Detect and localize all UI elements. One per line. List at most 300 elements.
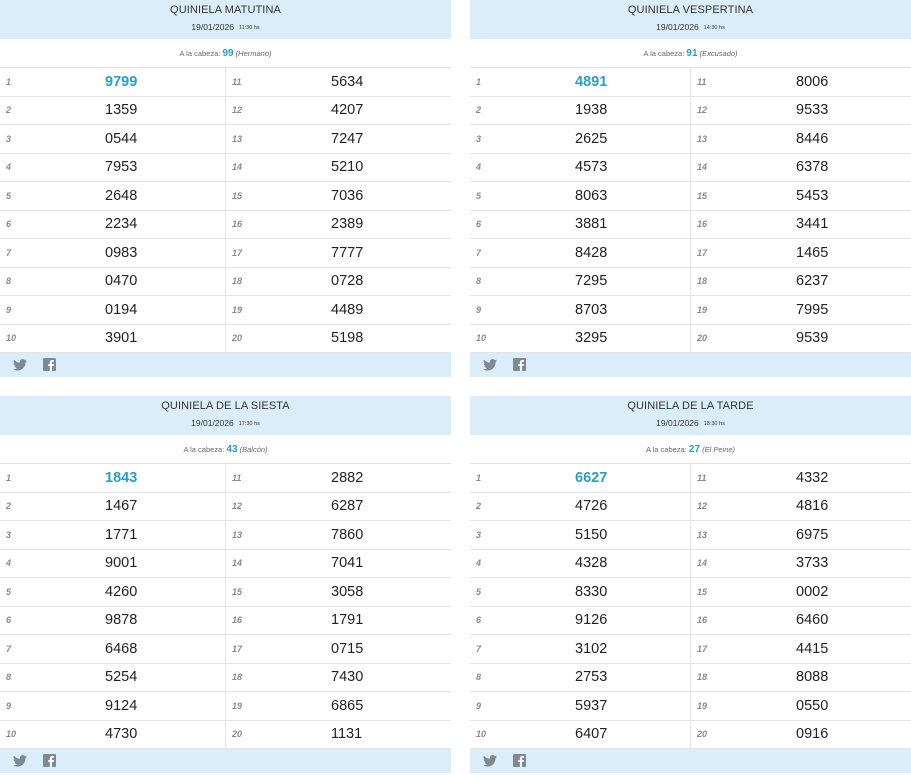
result-cell — [470, 607, 691, 635]
result-cell — [226, 154, 451, 182]
result-number: 9533 — [796, 102, 829, 119]
twitter-icon[interactable] — [483, 358, 497, 371]
result-number: 8330 — [575, 583, 608, 600]
table-row — [0, 154, 451, 183]
result-number: 6460 — [796, 612, 829, 629]
head-number-line — [0, 39, 451, 68]
position-label: 12 — [697, 501, 708, 512]
result-cell — [691, 521, 911, 549]
table-row — [0, 550, 451, 579]
position-label: 16 — [697, 219, 708, 230]
head-number-line — [470, 435, 911, 464]
draw-time: 14:30 hs — [703, 25, 725, 31]
table-row — [0, 521, 451, 550]
position-label: 18 — [232, 276, 243, 287]
position-label: 10 — [6, 729, 17, 740]
position-label: 3 — [476, 133, 482, 144]
table-row — [470, 635, 911, 664]
head-number: 91 — [686, 48, 698, 59]
head-name: (Balcón) — [239, 445, 268, 454]
panel-footer — [0, 749, 451, 773]
position-label: 1 — [6, 472, 12, 483]
result-cell — [226, 464, 451, 492]
result-number: 5198 — [331, 330, 364, 347]
position-label: 5 — [476, 190, 482, 201]
result-cell — [226, 97, 451, 125]
result-cell — [691, 464, 911, 492]
result-number: 9799 — [105, 73, 138, 90]
result-cell — [226, 550, 451, 578]
result-number: 6407 — [575, 726, 608, 743]
result-cell — [691, 182, 911, 210]
draw-date — [470, 22, 911, 32]
result-number: 7995 — [796, 301, 829, 318]
result-cell — [470, 97, 691, 125]
draw-date — [0, 418, 451, 428]
position-label: 1 — [476, 472, 482, 483]
panel-footer — [470, 749, 911, 773]
table-row — [470, 125, 911, 154]
result-number: 1843 — [105, 469, 138, 486]
results-table — [470, 68, 911, 353]
draw-date — [470, 418, 911, 428]
table-row — [0, 578, 451, 607]
position-label: 6 — [476, 219, 482, 230]
result-cell — [470, 493, 691, 521]
position-label: 16 — [232, 615, 243, 626]
head-number: 99 — [222, 48, 234, 59]
table-row — [0, 664, 451, 693]
position-label: 19 — [697, 700, 708, 711]
twitter-icon[interactable] — [13, 358, 27, 371]
position-label: 9 — [6, 304, 12, 315]
position-label: 10 — [6, 333, 17, 344]
result-cell — [470, 268, 691, 296]
position-label: 18 — [232, 672, 243, 683]
result-cell — [470, 721, 691, 749]
result-number: 1465 — [796, 244, 829, 261]
result-cell — [0, 182, 226, 210]
result-number: 4207 — [331, 102, 364, 119]
position-label: 19 — [697, 304, 708, 315]
position-label: 14 — [232, 558, 243, 569]
position-label: 3 — [476, 529, 482, 540]
result-number: 5634 — [331, 73, 364, 90]
position-label: 13 — [697, 133, 708, 144]
result-number: 9539 — [796, 330, 829, 347]
result-number: 2389 — [331, 216, 364, 233]
panel-header — [0, 0, 451, 39]
result-number: 8063 — [575, 187, 608, 204]
position-label: 9 — [476, 700, 482, 711]
result-cell — [691, 325, 911, 353]
position-label: 2 — [6, 105, 12, 116]
result-cell — [691, 154, 911, 182]
table-row — [0, 182, 451, 211]
result-cell — [226, 239, 451, 267]
facebook-icon[interactable] — [42, 358, 56, 371]
position-label: 3 — [6, 133, 12, 144]
position-label: 17 — [697, 643, 708, 654]
result-number: 0002 — [796, 583, 829, 600]
result-number: 6627 — [575, 469, 608, 486]
result-number: 4332 — [796, 469, 829, 486]
panel-title: QUINIELA DE LA TARDE — [627, 400, 754, 412]
position-label: 8 — [476, 672, 482, 683]
result-cell — [0, 664, 226, 692]
position-label: 13 — [697, 529, 708, 540]
head-label: A la cabeza: — [645, 445, 687, 454]
facebook-icon[interactable] — [512, 358, 526, 371]
position-label: 5 — [6, 586, 12, 597]
panel-header — [470, 396, 911, 435]
result-cell — [0, 239, 226, 267]
table-row — [0, 493, 451, 522]
result-cell — [0, 550, 226, 578]
result-cell — [470, 68, 691, 96]
position-label: 11 — [232, 472, 242, 483]
position-label: 14 — [697, 558, 708, 569]
result-number: 9878 — [105, 612, 138, 629]
head-name: (Hermano) — [235, 49, 272, 58]
panel-footer — [470, 353, 911, 377]
table-row — [470, 239, 911, 268]
result-cell — [226, 125, 451, 153]
table-row — [470, 607, 911, 636]
result-number: 6287 — [331, 498, 364, 515]
result-cell — [470, 325, 691, 353]
result-cell — [470, 664, 691, 692]
result-number: 0544 — [105, 130, 138, 147]
result-cell — [226, 721, 451, 749]
result-cell — [0, 296, 226, 324]
result-cell — [691, 692, 911, 720]
head-number: 43 — [226, 444, 238, 455]
head-number-line — [470, 39, 911, 68]
table-row — [470, 550, 911, 579]
position-label: 15 — [697, 190, 708, 201]
result-number: 4573 — [575, 159, 608, 176]
table-row — [470, 464, 911, 493]
result-number: 6237 — [796, 273, 829, 290]
table-row — [470, 268, 911, 297]
results-table — [0, 464, 451, 749]
table-row — [470, 692, 911, 721]
table-row — [0, 721, 451, 750]
twitter-icon[interactable] — [13, 754, 27, 767]
result-number: 3102 — [575, 640, 608, 657]
result-cell — [226, 635, 451, 663]
position-label: 9 — [476, 304, 482, 315]
result-number: 1131 — [331, 726, 363, 743]
result-number: 8703 — [575, 301, 608, 318]
result-cell — [226, 268, 451, 296]
result-cell — [226, 664, 451, 692]
result-number: 3881 — [575, 216, 608, 233]
result-cell — [0, 521, 226, 549]
draw-date-text: 19/01/2026 — [656, 22, 699, 32]
head-label: A la cabeza: — [643, 49, 685, 58]
result-cell — [691, 721, 911, 749]
result-number: 4730 — [105, 726, 138, 743]
position-label: 11 — [697, 76, 707, 87]
position-label: 10 — [476, 333, 487, 344]
result-cell — [226, 68, 451, 96]
result-number: 0715 — [331, 640, 364, 657]
result-cell — [691, 296, 911, 324]
result-number: 9001 — [105, 555, 138, 572]
table-row — [470, 521, 911, 550]
result-cell — [691, 68, 911, 96]
result-cell — [0, 268, 226, 296]
result-cell — [470, 239, 691, 267]
result-cell — [470, 578, 691, 606]
result-cell — [226, 325, 451, 353]
result-number: 4489 — [331, 301, 364, 318]
panel-footer — [0, 353, 451, 377]
position-label: 11 — [697, 472, 707, 483]
position-label: 2 — [476, 105, 482, 116]
position-label: 18 — [697, 672, 708, 683]
result-cell — [470, 692, 691, 720]
position-label: 5 — [6, 190, 12, 201]
result-number: 8088 — [796, 669, 829, 686]
result-cell — [470, 296, 691, 324]
result-number: 7036 — [331, 187, 364, 204]
position-label: 12 — [232, 501, 243, 512]
head-name: (Excusado) — [699, 49, 738, 58]
result-number: 4415 — [796, 640, 829, 657]
head-number-line — [0, 435, 451, 464]
table-row — [0, 239, 451, 268]
table-row — [0, 125, 451, 154]
table-row — [470, 97, 911, 126]
result-number: 1771 — [105, 526, 138, 543]
table-row — [470, 211, 911, 240]
result-number: 7295 — [575, 273, 608, 290]
result-number: 6975 — [796, 526, 829, 543]
position-label: 15 — [232, 190, 243, 201]
position-label: 1 — [476, 76, 482, 87]
result-cell — [691, 493, 911, 521]
result-number: 4260 — [105, 583, 138, 600]
result-number: 5210 — [331, 159, 364, 176]
result-cell — [0, 578, 226, 606]
result-cell — [470, 521, 691, 549]
result-number: 0550 — [796, 697, 829, 714]
result-cell — [0, 692, 226, 720]
draw-time: 11:30 hs — [238, 25, 260, 31]
result-number: 0916 — [796, 726, 829, 743]
result-cell — [691, 578, 911, 606]
table-row — [0, 296, 451, 325]
draw-date-text: 19/01/2026 — [191, 418, 234, 428]
result-number: 7777 — [331, 244, 364, 261]
position-label: 14 — [232, 162, 243, 173]
position-label: 4 — [6, 162, 12, 173]
results-table — [0, 68, 451, 353]
result-number: 8006 — [796, 73, 829, 90]
result-cell — [0, 97, 226, 125]
result-number: 8428 — [575, 244, 608, 261]
result-number: 5150 — [575, 526, 608, 543]
result-number: 7247 — [331, 130, 364, 147]
facebook-icon[interactable] — [512, 754, 526, 767]
head-label: A la cabeza: — [179, 49, 221, 58]
table-row — [0, 635, 451, 664]
result-number: 2882 — [331, 469, 364, 486]
position-label: 10 — [476, 729, 487, 740]
position-label: 15 — [232, 586, 243, 597]
result-number: 1467 — [105, 498, 138, 515]
result-number: 3441 — [796, 216, 829, 233]
position-label: 6 — [6, 615, 12, 626]
result-number: 9124 — [105, 697, 138, 714]
results-panel — [0, 396, 451, 775]
table-row — [470, 325, 911, 354]
position-label: 4 — [476, 162, 482, 173]
position-label: 7 — [6, 247, 12, 258]
result-number: 6865 — [331, 697, 364, 714]
result-cell — [691, 239, 911, 267]
table-row — [0, 68, 451, 97]
panel-title: QUINIELA DE LA SIESTA — [161, 400, 290, 412]
head-number: 27 — [688, 444, 701, 455]
result-number: 1359 — [105, 102, 138, 119]
position-label: 7 — [476, 643, 482, 654]
result-cell — [226, 493, 451, 521]
position-label: 7 — [6, 643, 12, 654]
result-cell — [470, 125, 691, 153]
result-cell — [226, 607, 451, 635]
twitter-icon[interactable] — [483, 754, 497, 767]
position-label: 2 — [476, 501, 482, 512]
result-number: 0194 — [105, 301, 138, 318]
result-cell — [691, 550, 911, 578]
result-number: 2753 — [575, 669, 608, 686]
position-label: 12 — [697, 105, 708, 116]
result-number: 0983 — [105, 244, 138, 261]
draw-date — [0, 22, 451, 32]
result-number: 8446 — [796, 130, 829, 147]
result-cell — [226, 578, 451, 606]
table-row — [0, 97, 451, 126]
result-number: 9126 — [575, 612, 608, 629]
position-label: 19 — [232, 700, 243, 711]
result-cell — [0, 464, 226, 492]
result-cell — [226, 211, 451, 239]
table-row — [0, 325, 451, 354]
result-number: 2625 — [575, 130, 608, 147]
result-number: 7953 — [105, 159, 138, 176]
position-label: 3 — [6, 529, 12, 540]
position-label: 6 — [476, 615, 482, 626]
position-label: 17 — [697, 247, 708, 258]
position-label: 20 — [232, 729, 243, 740]
result-cell — [691, 607, 911, 635]
result-number: 7430 — [331, 669, 364, 686]
draw-date-text: 19/01/2026 — [656, 418, 699, 428]
result-cell — [0, 68, 226, 96]
table-row — [470, 154, 911, 183]
position-label: 7 — [476, 247, 482, 258]
result-cell — [470, 550, 691, 578]
position-label: 16 — [232, 219, 243, 230]
position-label: 20 — [697, 729, 708, 740]
result-cell — [0, 493, 226, 521]
result-number: 4891 — [575, 73, 608, 90]
table-row — [0, 268, 451, 297]
result-number: 0728 — [331, 273, 364, 290]
table-row — [470, 721, 911, 750]
position-label: 4 — [6, 558, 12, 569]
result-cell — [0, 635, 226, 663]
position-label: 6 — [6, 219, 12, 230]
result-cell — [470, 464, 691, 492]
result-cell — [470, 182, 691, 210]
position-label: 12 — [232, 105, 243, 116]
result-number: 5453 — [796, 187, 829, 204]
result-cell — [470, 635, 691, 663]
head-name: (El Peine) — [702, 445, 736, 454]
result-cell — [0, 325, 226, 353]
result-cell — [226, 182, 451, 210]
table-row — [470, 664, 911, 693]
position-label: 20 — [697, 333, 708, 344]
result-number: 5937 — [575, 697, 608, 714]
position-label: 19 — [232, 304, 243, 315]
position-label: 18 — [697, 276, 708, 287]
position-label: 11 — [232, 76, 242, 87]
position-label: 15 — [697, 586, 708, 597]
result-number: 3058 — [331, 583, 364, 600]
facebook-icon[interactable] — [42, 754, 56, 767]
result-number: 2648 — [105, 187, 138, 204]
result-cell — [0, 154, 226, 182]
table-row — [0, 211, 451, 240]
result-cell — [0, 721, 226, 749]
result-number: 2234 — [105, 216, 138, 233]
result-cell — [691, 211, 911, 239]
draw-time: 17:30 hs — [238, 421, 260, 427]
draw-date-text: 19/01/2026 — [191, 22, 234, 32]
position-label: 8 — [6, 276, 12, 287]
result-cell — [691, 125, 911, 153]
result-number: 3733 — [796, 555, 829, 572]
panel-title: QUINIELA VESPERTINA — [627, 4, 754, 16]
position-label: 8 — [6, 672, 12, 683]
result-number: 7860 — [331, 526, 364, 543]
result-cell — [470, 154, 691, 182]
panel-header — [0, 396, 451, 435]
position-label: 2 — [6, 501, 12, 512]
head-label: A la cabeza: — [183, 445, 225, 454]
table-row — [470, 68, 911, 97]
position-label: 13 — [232, 529, 243, 540]
position-label: 17 — [232, 643, 243, 654]
result-cell — [226, 296, 451, 324]
position-label: 8 — [476, 276, 482, 287]
position-label: 9 — [6, 700, 12, 711]
result-cell — [691, 635, 911, 663]
table-row — [0, 464, 451, 493]
panel-title: QUINIELA MATUTINA — [170, 4, 281, 16]
result-number: 4328 — [575, 555, 608, 572]
position-label: 14 — [697, 162, 708, 173]
results-panel — [470, 396, 911, 775]
table-row — [0, 607, 451, 636]
position-label: 16 — [697, 615, 708, 626]
